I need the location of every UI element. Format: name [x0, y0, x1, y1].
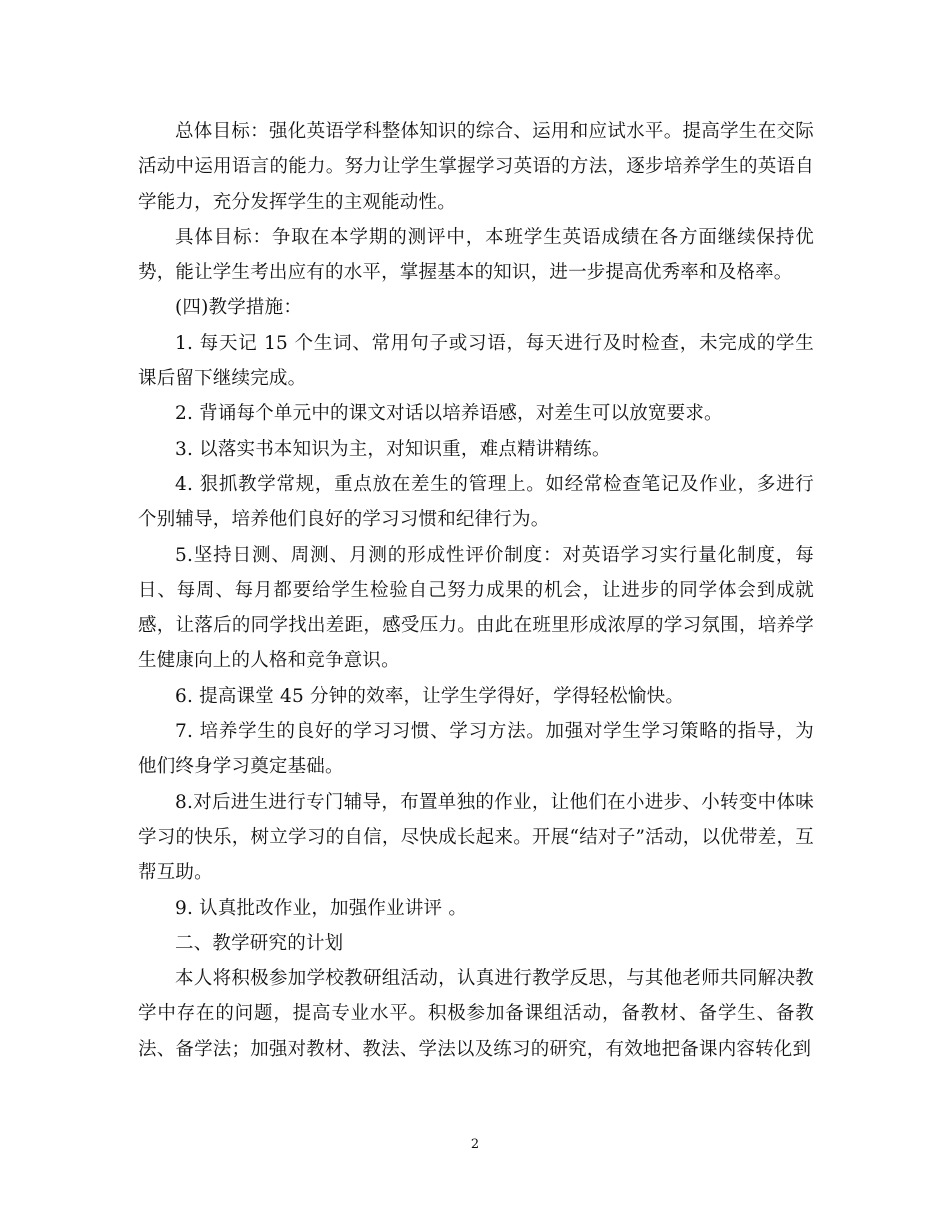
list-item-measure-2: 2. 背诵每个单元中的课文对话以培养语感，对差生可以放宽要求。 — [175, 403, 723, 425]
list-item-measure-4: 4. 狠抓教学常规，重点放在差生的管理上。如经常检查笔记及作业，多进行个别辅导，培养他们良好的学习习惯和纪律行为。 — [138, 473, 814, 531]
document-body — [138, 114, 814, 1067]
list-item-measure-7: 7. 培养学生的良好的学习习惯、学习方法。加强对学生学习策略的指导，为他们终身学习奠定基础。 — [138, 721, 814, 778]
page-number: 2 — [470, 1137, 480, 1152]
list-item-measure-9: 9. 认真批改作业，加强作业讲评 。 — [175, 897, 468, 919]
list-item-measure-1: 1. 每天记 15 个生词、常用句子或习语，每天进行及时检查，未完成的学生课后留下继续完成。 — [138, 332, 814, 390]
list-item-measure-3: 3. 以落实书本知识为主，对知识重，难点精讲精练。 — [175, 438, 611, 460]
section-heading-teaching-measures: (四)教学措施： — [175, 297, 303, 319]
list-item-measure-8: 8.对后进生进行专门辅导，布置单独的作业，让他们在小进步、小转变中体味学习的快乐，树立学习的自信，尽快成长起来。开展“结对子”活动，以优带差，互帮互助。 — [138, 791, 814, 884]
list-item-measure-6: 6. 提高课堂 45 分钟的效率，让学生学得好，学得轻松愉快。 — [175, 685, 685, 707]
paragraph-specific-goal: 具体目标：争取在本学期的测评中，本班学生英语成绩在各方面继续保持优势，能让学生考出应有的水平，掌握基本的知识，进一步提高优秀率和及格率。 — [138, 226, 814, 284]
section-heading-research-plan: 二、教学研究的计划 — [175, 932, 344, 954]
paragraph-research-plan: 本人将积极参加学校教研组活动，认真进行教学反思，与其他老师共同解决教学中存在的问题，提高专业水平。积极参加备课组活动，备教材、备学生、备教法、备学法；加强对教材、教法、学法以及练习的研究，有效地把备课内容转化到 — [138, 968, 814, 1060]
list-item-measure-5: 5.坚持日测、周测、月测的形成性评价制度：对英语学习实行量化制度，每日、每周、每月都要给学生检验自己努力成果的机会，让进步的同学体会到成就感，让落后的同学找出差距，感受压力。由此在班里形成浓厚的学习氛围，培养学生健康向上的人格和竞争意识。 — [138, 544, 814, 672]
paragraph-overall-goal: 总体目标：强化英语学科整体知识的综合、运用和应试水平。提高学生在交际活动中运用语言的能力。努力让学生掌握学习英语的方法，逐步培养学生的英语自学能力，充分发挥学生的主观能动性。 — [138, 121, 814, 213]
